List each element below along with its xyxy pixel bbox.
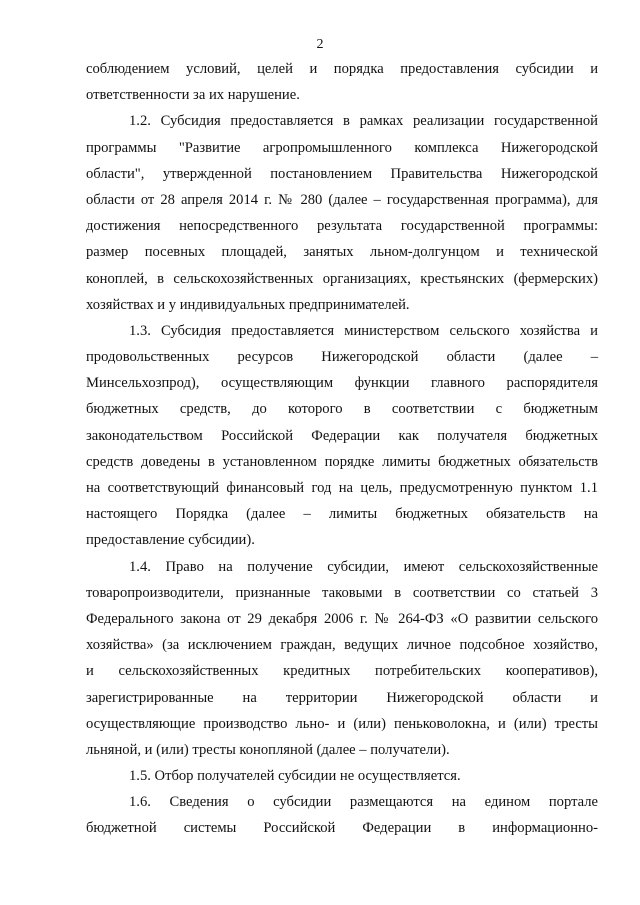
text-line: 1.5. Отбор получателей субсидии не осуществляется. — [129, 768, 461, 785]
text-line: бюджетных средств, до которого в соответствии с бюджетным — [86, 401, 598, 418]
text-line: зарегистрированные на территории Нижегородской области и — [86, 689, 598, 706]
text-line: предоставление субсидии). — [86, 532, 255, 549]
text-line: области от 28 апреля 2014 г. № 280 (далее – государственная программа), для — [86, 191, 598, 208]
text-line: программы "Развитие агропромышленного комплекса Нижегородской — [86, 139, 598, 156]
text-line: размер посевных площадей, занятых льном-долгунцом и технической — [86, 244, 598, 261]
text-line: 1.6. Сведения о субсидии размещаются на едином портале — [129, 794, 598, 811]
text-line: бюджетной системы Российской Федерации в информационно- — [86, 820, 598, 837]
text-line: 1.2. Субсидия предоставляется в рамках реализации государственной — [129, 113, 598, 130]
text-line: ответственности за их нарушение. — [86, 87, 300, 104]
text-line: хозяйствах и у индивидуальных предпринимателей. — [86, 296, 410, 313]
text-line: продовольственных ресурсов Нижегородской области (далее – — [86, 349, 598, 366]
text-line: на соответствующий финансовый год на цель, предусмотренную пунктом 1.1 — [86, 480, 598, 496]
text-line: Федерального закона от 29 декабря 2006 г. № 264-ФЗ «О развитии сельского — [86, 610, 598, 627]
text-line: хозяйства» (за исключением граждан, ведущих личное подсобное хозяйство, — [86, 637, 598, 654]
text-line: законодательством Российской Федерации как получателя бюджетных — [86, 427, 598, 444]
page-number: 2 — [316, 37, 324, 52]
text-line: настоящего Порядка (далее – лимиты бюджетных обязательств на — [86, 506, 598, 523]
text-line: 1.4. Право на получение субсидии, имеют сельскохозяйственные — [129, 558, 598, 575]
document-body — [86, 56, 598, 842]
text-line: Минсельхозпрод), осуществляющим функции главного распорядителя — [86, 375, 598, 392]
text-line: товаропроизводители, признанные таковыми в соответствии со статьей 3 — [86, 584, 598, 601]
text-line: льняной, и (или) тресты конопляной (далее – получатели). — [86, 741, 450, 758]
text-line: средств доведены в установленном порядке лимиты бюджетных обязательств — [86, 453, 598, 470]
text-line: соблюдением условий, целей и порядка предоставления субсидии и — [86, 61, 598, 77]
text-line: 1.3. Субсидия предоставляется министерством сельского хозяйства и — [129, 322, 598, 339]
text-line: осуществляющие производство льно- и (или) пеньковолокна, и (или) тресты — [86, 715, 598, 732]
text-line: достижения непосредственного результата государственной программы: — [86, 218, 598, 235]
text-line: области", утвержденной постановлением Правительства Нижегородской — [86, 165, 598, 182]
text-line: коноплей, в сельскохозяйственных организациях, крестьянских (фермерских) — [86, 270, 598, 287]
text-line: и сельскохозяйственных кредитных потребительских кооперативов), — [86, 663, 598, 680]
